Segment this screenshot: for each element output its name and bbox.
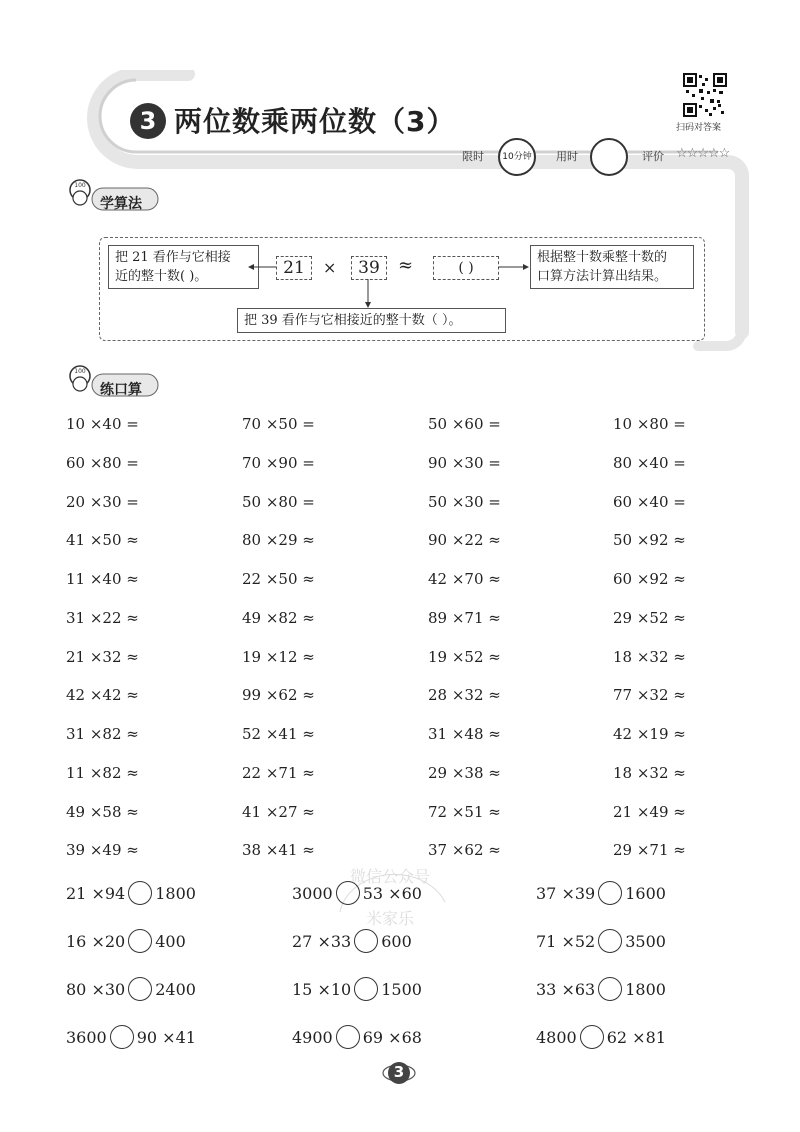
compare-right: 69 ×68 <box>362 1027 422 1047</box>
practice-item: 39 ×49 ≈ <box>66 841 139 860</box>
practice-item: 29 ×38 ≈ <box>428 763 501 782</box>
factor-a: 21 <box>276 256 312 280</box>
compare-right: 1500 <box>381 979 422 999</box>
practice-item: 21 ×49 ≈ <box>613 802 686 821</box>
practice-item: 31 ×48 ≈ <box>428 725 501 743</box>
compare-item <box>66 929 186 953</box>
compare-left: 4800 <box>536 1027 577 1047</box>
compare-left: 71 ×52 <box>536 931 596 951</box>
compare-left: 80 ×30 <box>66 979 126 999</box>
compare-left: 33 ×63 <box>536 979 596 999</box>
practice-item: 29 ×52 ≈ <box>613 608 686 627</box>
compare-answer-circle[interactable] <box>128 881 152 905</box>
practice-item: 50 ×80 = <box>242 492 315 511</box>
practice-item: 80 ×40 = <box>613 453 686 472</box>
compare-answer-circle[interactable] <box>336 1025 360 1049</box>
compare-right: 600 <box>381 931 412 951</box>
compare-item <box>292 977 422 1001</box>
practice-item: 42 ×42 ≈ <box>66 686 139 705</box>
qr-caption: 扫码对答案 <box>676 123 722 133</box>
practice-item: 18 ×32 ≈ <box>613 647 686 666</box>
compare-right: 400 <box>155 931 186 951</box>
practice-item: 60 ×40 = <box>613 492 686 511</box>
practice-section-title: 练口算 <box>100 382 142 398</box>
compare-answer-circle[interactable] <box>598 881 622 905</box>
compare-left: 3600 <box>66 1027 107 1047</box>
practice-item: 19 ×12 ≈ <box>242 647 315 666</box>
compare-answer-circle[interactable] <box>354 977 378 1001</box>
factor-b: 39 <box>351 256 387 280</box>
compare-right: 3500 <box>625 931 666 951</box>
watermark-seal <box>320 842 460 952</box>
compare-left: 37 ×39 <box>536 883 596 903</box>
compare-right: 1600 <box>625 883 666 903</box>
compare-left: 4900 <box>292 1027 333 1047</box>
rating-stars[interactable]: ☆☆☆☆☆ <box>676 146 730 161</box>
compare-answer-circle[interactable] <box>598 977 622 1001</box>
practice-item: 18 ×32 ≈ <box>613 763 686 782</box>
right-note-line-1: 根据整十数乘整十数的 <box>537 250 668 265</box>
practice-item: 70 ×50 = <box>242 415 315 433</box>
compare-left: 15 ×10 <box>292 979 352 999</box>
practice-item: 10 ×80 = <box>613 415 686 433</box>
result-blank[interactable]: ( ) <box>433 256 499 280</box>
practice-item: 28 ×32 ≈ <box>428 686 501 705</box>
practice-item: 21 ×32 ≈ <box>66 647 139 666</box>
compare-right: 90 ×41 <box>136 1027 196 1047</box>
left-note-line-2: 近的整十数( )。 <box>115 269 208 284</box>
compare-answer-circle[interactable] <box>110 1025 134 1049</box>
compare-right: 1800 <box>155 883 196 903</box>
practice-item: 70 ×90 = <box>242 453 315 472</box>
compare-right: 53 ×60 <box>362 883 422 903</box>
time-used-field[interactable] <box>590 138 628 176</box>
practice-item: 89 ×71 ≈ <box>428 608 501 627</box>
times-sign: × <box>323 258 337 277</box>
arrow-connectors <box>240 250 540 310</box>
right-note-line-2: 口算方法计算出结果。 <box>537 269 668 284</box>
practice-item: 60 ×80 = <box>66 453 139 472</box>
practice-item: 50 ×60 = <box>428 415 501 433</box>
practice-item: 10 ×40 = <box>66 415 139 433</box>
practice-item: 41 ×27 ≈ <box>242 802 315 821</box>
svg-text:米家乐: 米家乐 <box>365 909 415 928</box>
right-note <box>530 245 694 289</box>
compare-item <box>536 977 666 1001</box>
svg-text:100: 100 <box>74 182 86 189</box>
rating-label: 评价 <box>642 150 664 163</box>
practice-item: 20 ×30 = <box>66 492 139 511</box>
compare-answer-circle[interactable] <box>580 1025 604 1049</box>
practice-item: 52 ×41 ≈ <box>242 725 315 743</box>
practice-item: 38 ×41 ≈ <box>242 841 315 860</box>
practice-item: 22 ×50 ≈ <box>242 570 315 588</box>
bottom-note: 把 39 看作与它相接近的整十数（ ）。 <box>237 308 506 333</box>
compare-left: 3000 <box>292 883 333 903</box>
practice-item: 49 ×58 ≈ <box>66 802 139 821</box>
compare-right: 2400 <box>155 979 196 999</box>
compare-item <box>292 1025 422 1049</box>
practice-item: 60 ×92 ≈ <box>613 570 686 588</box>
svg-text:100: 100 <box>74 368 86 375</box>
left-note-line-1: 把 21 看作与它相接 <box>115 250 231 265</box>
learn-section-title: 学算法 <box>100 196 142 212</box>
compare-item <box>536 1025 666 1049</box>
compare-item <box>66 977 196 1001</box>
time-used-label: 用时 <box>556 150 578 163</box>
page-title: 两位数乘两位数（3） <box>174 105 456 138</box>
practice-item: 31 ×22 ≈ <box>66 608 139 627</box>
practice-item: 50 ×92 ≈ <box>613 531 686 550</box>
time-limit-timer <box>498 138 536 176</box>
practice-item: 90 ×22 ≈ <box>428 531 501 550</box>
practice-item: 22 ×71 ≈ <box>242 763 315 782</box>
compare-item <box>66 881 196 905</box>
compare-answer-circle[interactable] <box>128 977 152 1001</box>
practice-item: 42 ×70 ≈ <box>428 570 501 588</box>
practice-item: 41 ×50 ≈ <box>66 531 139 550</box>
practice-item: 77 ×32 ≈ <box>613 686 686 705</box>
practice-item: 99 ×62 ≈ <box>242 686 315 705</box>
compare-item <box>536 929 666 953</box>
practice-item: 80 ×29 ≈ <box>242 531 315 550</box>
practice-item: 50 ×30 = <box>428 492 501 511</box>
compare-right: 62 ×81 <box>606 1027 666 1047</box>
compare-item <box>536 881 666 905</box>
practice-item: 72 ×51 ≈ <box>428 802 501 821</box>
practice-item: 11 ×82 ≈ <box>66 763 139 782</box>
left-note <box>108 245 259 289</box>
practice-item: 19 ×52 ≈ <box>428 647 501 666</box>
compare-item <box>66 1025 196 1049</box>
svg-text:微信公众号: 微信公众号 <box>349 867 431 886</box>
approx-sign: ≈ <box>398 255 414 276</box>
compare-right: 1800 <box>625 979 666 999</box>
practice-item: 31 ×82 ≈ <box>66 725 139 743</box>
practice-item: 90 ×30 = <box>428 453 501 472</box>
practice-item: 37 ×62 ≈ <box>428 841 501 860</box>
practice-item: 29 ×71 ≈ <box>613 841 686 860</box>
page-number: 3 <box>393 1063 405 1081</box>
compare-left: 21 ×94 <box>66 883 126 903</box>
compare-left: 27 ×33 <box>292 931 352 951</box>
practice-item: 11 ×40 ≈ <box>66 570 139 588</box>
practice-item: 49 ×82 ≈ <box>242 608 315 627</box>
compare-left: 16 ×20 <box>66 931 126 951</box>
compare-answer-circle[interactable] <box>128 929 152 953</box>
lesson-number: 3 <box>130 103 166 139</box>
qr-code-icon[interactable] <box>683 73 727 117</box>
time-limit-label: 限时 <box>462 150 484 163</box>
compare-answer-circle[interactable] <box>598 929 622 953</box>
practice-item: 42 ×19 ≈ <box>613 725 686 743</box>
time-limit-value: 10分钟 <box>502 152 532 162</box>
